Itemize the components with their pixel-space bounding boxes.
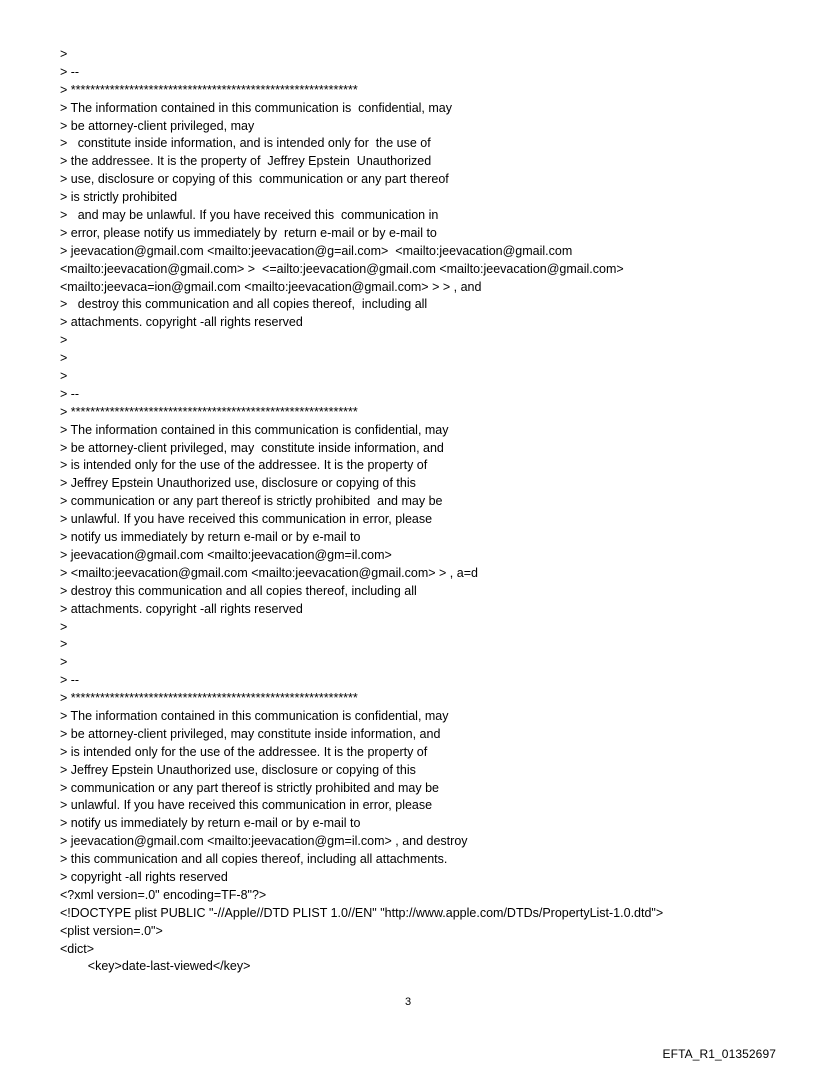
text-line: > *********************************************************** (60, 404, 358, 419)
text-line: > *********************************************************** (60, 691, 358, 706)
text-line: > unlawful. If you have received this communication in error, please (60, 512, 433, 527)
text-line: > is intended only for the use of the addressee. It is the property of (60, 458, 428, 473)
text-line: > be attorney-client privileged, may constitute inside information, and (60, 726, 441, 741)
text-line: > jeevacation@gmail.com <mailto:jeevacation@g=ail.com> <mailto:jeevacation@gmail.com (60, 243, 573, 258)
text-line: <!DOCTYPE plist PUBLIC "-//Apple//DTD PLIST 1.0//EN" "http://www.apple.com/DTDs/PropertyList-1.0.dtd"> (60, 905, 664, 920)
text-line: > copyright -all rights reserved (60, 869, 228, 884)
text-line: > (60, 655, 68, 670)
text-line: > jeevacation@gmail.com <mailto:jeevacation@gm=il.com> , and destroy (60, 834, 468, 849)
text-line: > The information contained in this communication is confidential, may (60, 708, 449, 723)
text-line: <?xml version=.0" encoding=TF-8"?> (60, 887, 267, 902)
text-line: > (60, 619, 68, 634)
text-line: > destroy this communication and all copies thereof, including all (60, 297, 428, 312)
text-line: > is strictly prohibited (60, 190, 178, 205)
text-line: > (60, 333, 68, 348)
text-line: > destroy this communication and all copies thereof, including all (60, 583, 417, 598)
text-line: > attachments. copyright -all rights reserved (60, 601, 303, 616)
page-number: 3 (404, 996, 412, 1008)
text-line: > <mailto:jeevacation@gmail.com <mailto:jeevacation@gmail.com> > , a=d (60, 565, 478, 580)
text-line: > jeevacation@gmail.com <mailto:jeevacation@gm=il.com> (60, 547, 392, 562)
text-line: > (60, 637, 68, 652)
text-line: > the addressee. It is the property of Jeffrey Epstein Unauthorized (60, 154, 432, 169)
text-line: > this communication and all copies thereof, including all attachments. (60, 852, 448, 867)
text-line: > be attorney-client privileged, may constitute inside information, and (60, 440, 444, 455)
text-line: <key>date-last-viewed</key> (60, 959, 251, 974)
text-line: > -- (60, 673, 80, 688)
text-line: > Jeffrey Epstein Unauthorized use, disclosure or copying of this (60, 762, 416, 777)
text-line: > notify us immediately by return e-mail or by e-mail to (60, 816, 361, 831)
text-line: > communication or any part thereof is strictly prohibited and may be (60, 494, 443, 509)
text-line: > be attorney-client privileged, may (60, 118, 255, 133)
text-line: > -- (60, 386, 80, 401)
text-line: > (60, 47, 68, 61)
text-line: > The information contained in this communication is confidential, may (60, 100, 452, 115)
text-line: > -- (60, 64, 80, 79)
text-line: > attachments. copyright -all rights reserved (60, 315, 303, 330)
text-line: > error, please notify us immediately by return e-mail or by e-mail to (60, 225, 437, 240)
text-line: <dict> (60, 941, 95, 956)
text-line: <mailto:jeevaca=ion@gmail.com <mailto:jeevacation@gmail.com> > > , and (60, 279, 482, 294)
text-line: > is intended only for the use of the addressee. It is the property of (60, 744, 428, 759)
text-line: > unlawful. If you have received this communication in error, please (60, 798, 433, 813)
text-line: > The information contained in this communication is confidential, may (60, 422, 449, 437)
text-line: > Jeffrey Epstein Unauthorized use, disclosure or copying of this (60, 476, 416, 491)
text-line: > constitute inside information, and is intended only for the use of (60, 136, 431, 151)
text-line: > notify us immediately by return e-mail or by e-mail to (60, 530, 361, 545)
text-line: > (60, 369, 68, 384)
text-line: <mailto:jeevacation@gmail.com> > <=ailto:jeevacation@gmail.com <mailto:jeevacation@gmail.com> (60, 261, 624, 276)
text-line: > use, disclosure or copying of this communication or any part thereof (60, 172, 449, 187)
document-id: EFTA_R1_01352697 (662, 1047, 776, 1061)
text-line: > communication or any part thereof is strictly prohibited and may be (60, 780, 440, 795)
document-body (60, 46, 800, 976)
text-line: > *********************************************************** (60, 82, 358, 97)
text-line: > and may be unlawful. If you have received this communication in (60, 208, 439, 223)
text-line: > (60, 351, 68, 366)
text-line: <plist version=.0"> (60, 923, 163, 938)
